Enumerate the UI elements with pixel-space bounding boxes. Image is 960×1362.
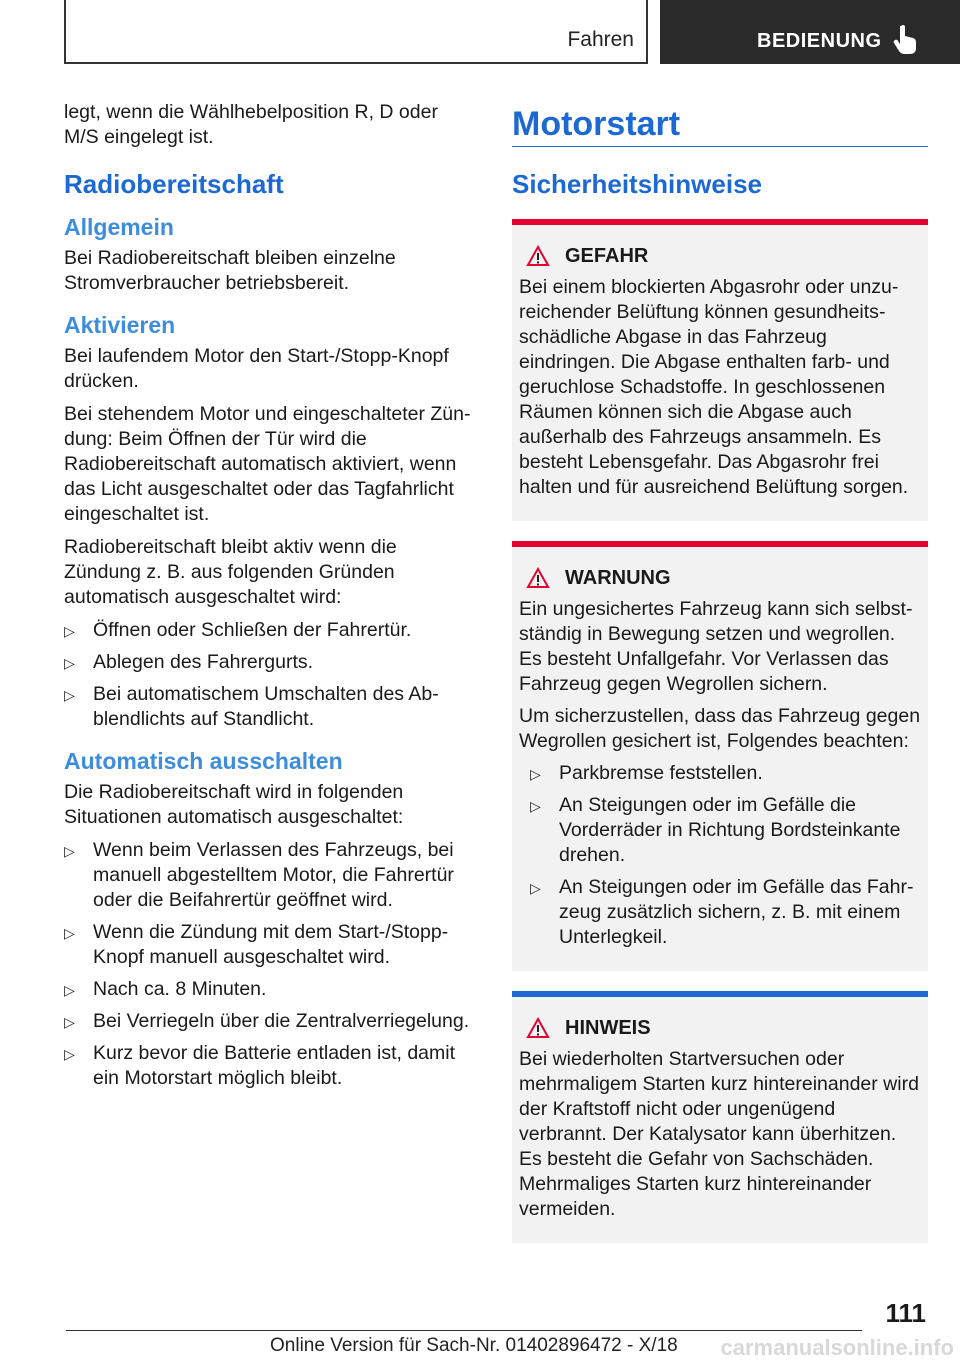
bullet-triangle-icon: ▷	[530, 766, 541, 782]
bullet-triangle-icon: ▷	[64, 623, 75, 639]
bullet-triangle-icon: ▷	[64, 982, 75, 998]
footer-note: Online Version für Sach-Nr. 01402896472 - X/18	[270, 1335, 678, 1356]
paragraph-aktivieren-2: Bei stehendem Motor und eingeschalteter Zündung: Beim Öffnen der Tür wird die Radiobereitschaft automatisch aktiviert, wenn das Licht ausgeschaltet oder das Tagfahrlicht eingeschaltet ist.	[64, 403, 471, 525]
intro-paragraph: legt, wenn die Wählhebelposition R, D oder M/S eingelegt ist.	[64, 101, 438, 148]
bullet-triangle-icon: ▷	[530, 798, 541, 814]
danger-box	[512, 219, 928, 521]
warning-list	[530, 761, 922, 950]
list-item: ▷ Kurz bevor die Batterie entladen ist, damit ein Motorstart möglich bleibt.	[64, 1042, 456, 1089]
list-item: ▷ Parkbremse feststellen.	[530, 761, 922, 786]
header-section-title: Fahren	[567, 28, 634, 51]
pointing-hand-icon	[892, 24, 918, 54]
bullet-triangle-icon: ▷	[64, 687, 75, 703]
list-item: ▷ Bei automatischem Umschalten des Abblendlichts auf Standlicht.	[64, 683, 439, 730]
heading-sicherheitshinweise: Sicherheitshinweise	[512, 169, 762, 199]
notice-text: Bei wiederholten Startversuchen oder mehrmaligem Starten kurz hintereinander wird der Kraftstoff nicht oder ungenügend verbrannt. Der Katalysator kann überhitzen. Es besteht die Gefahr von Sachschäden. Mehrmaliges Starten kurz hintereinander vermeiden.	[519, 1048, 919, 1220]
footer-divider	[66, 1330, 862, 1331]
left-column	[64, 100, 478, 1098]
warning-text-1: Ein ungesichertes Fahrzeug kann sich selbstständig in Bewegung setzen und wegrollen. Es besteht Unfallgefahr. Vor Verlassen das Fahrzeug gegen Wegrollen sichern.	[519, 598, 913, 695]
right-column	[512, 100, 928, 1263]
notice-title-row	[519, 1015, 922, 1041]
header-section-box	[64, 0, 648, 64]
heading-automatisch-ausschalten: Automatisch ausschalten	[64, 748, 343, 774]
page-number: 111	[885, 1298, 926, 1328]
warning-triangle-icon	[526, 1017, 550, 1039]
header-chapter-box	[660, 0, 960, 64]
paragraph-allgemein: Bei Radiobereitschaft bleiben einzelne Stromverbraucher betriebsbereit.	[64, 247, 396, 294]
watermark: carmanualsonline.info	[720, 1335, 954, 1360]
heading-aktivieren: Aktivieren	[64, 312, 176, 338]
paragraph-aktivieren-3: Radiobereitschaft bleibt aktiv wenn die Zündung z. B. aus folgenden Gründen automatisch ausgeschaltet wird:	[64, 536, 397, 608]
warning-title: WARNUNG	[565, 566, 671, 589]
danger-title-row	[519, 243, 922, 269]
bullet-triangle-icon: ▷	[64, 843, 75, 859]
warning-box	[512, 541, 928, 971]
heading-radiobereitschaft: Radiobereitschaft	[64, 169, 284, 199]
danger-text: Bei einem blockierten Abgasrohr oder unzureichender Belüftung können gesundheitsschädliche Abgase in das Fahrzeug eindringen. Die Abgase enthalten farb- und geruchlose Schadstoffe. In geschlossenen Räumen können sich die Abgase auch außerhalb des Fahrzeugs ansammeln. Es besteht Lebensgefahr. Das Abgasrohr frei halten und für ausreichend Belüftung sorgen.	[519, 276, 909, 498]
list-item: ▷ Ablegen des Fahrergurts.	[64, 650, 478, 675]
list-radio-reasons	[64, 618, 478, 732]
bullet-triangle-icon: ▷	[64, 1046, 75, 1062]
warning-triangle-icon	[526, 245, 550, 267]
bullet-triangle-icon: ▷	[530, 880, 541, 896]
bullet-triangle-icon: ▷	[64, 925, 75, 941]
list-item: ▷ An Steigungen oder im Gefälle das Fahrzeug zusätzlich sichern, z. B. mit einem Unterlegkeil.	[530, 876, 914, 948]
bullet-triangle-icon: ▷	[64, 655, 75, 671]
bullet-triangle-icon: ▷	[64, 1014, 75, 1030]
list-item: ▷ Wenn die Zündung mit dem Start-/Stopp-Knopf manuell ausgeschaltet wird.	[64, 921, 449, 968]
paragraph-automatisch: Die Radiobereitschaft wird in folgenden Situationen automatisch ausgeschaltet:	[64, 781, 404, 828]
list-item: ▷ Wenn beim Verlassen des Fahrzeugs, bei manuell abgestelltem Motor, die Fahrertür oder die Beifahrertür geöffnet wird.	[64, 839, 454, 911]
paragraph-aktivieren-1: Bei laufendem Motor den Start-/Stopp-Knopf drücken.	[64, 345, 449, 392]
heading-motorstart: Motorstart	[512, 102, 928, 147]
warning-text-2: Um sicherzustellen, dass das Fahrzeug gegen Wegrollen gesichert ist, Folgendes beachten:	[519, 705, 921, 752]
danger-title: GEFAHR	[565, 244, 649, 267]
list-item: ▷ Öffnen oder Schließen der Fahrertür.	[64, 618, 478, 643]
warning-triangle-icon	[526, 567, 550, 589]
list-item: ▷ Nach ca. 8 Minuten.	[64, 977, 478, 1002]
list-auto-off	[64, 838, 478, 1091]
notice-box	[512, 991, 928, 1243]
notice-title: HINWEIS	[565, 1016, 651, 1039]
heading-allgemein: Allgemein	[64, 214, 174, 240]
list-item: ▷ An Steigungen oder im Gefälle die Vorderräder in Richtung Bordsteinkante drehen.	[530, 794, 901, 866]
header-chapter-title: BEDIENUNG	[757, 30, 882, 52]
warning-title-row	[519, 565, 922, 591]
list-item: ▷ Bei Verriegeln über die Zentralverriegelung.	[64, 1009, 478, 1034]
